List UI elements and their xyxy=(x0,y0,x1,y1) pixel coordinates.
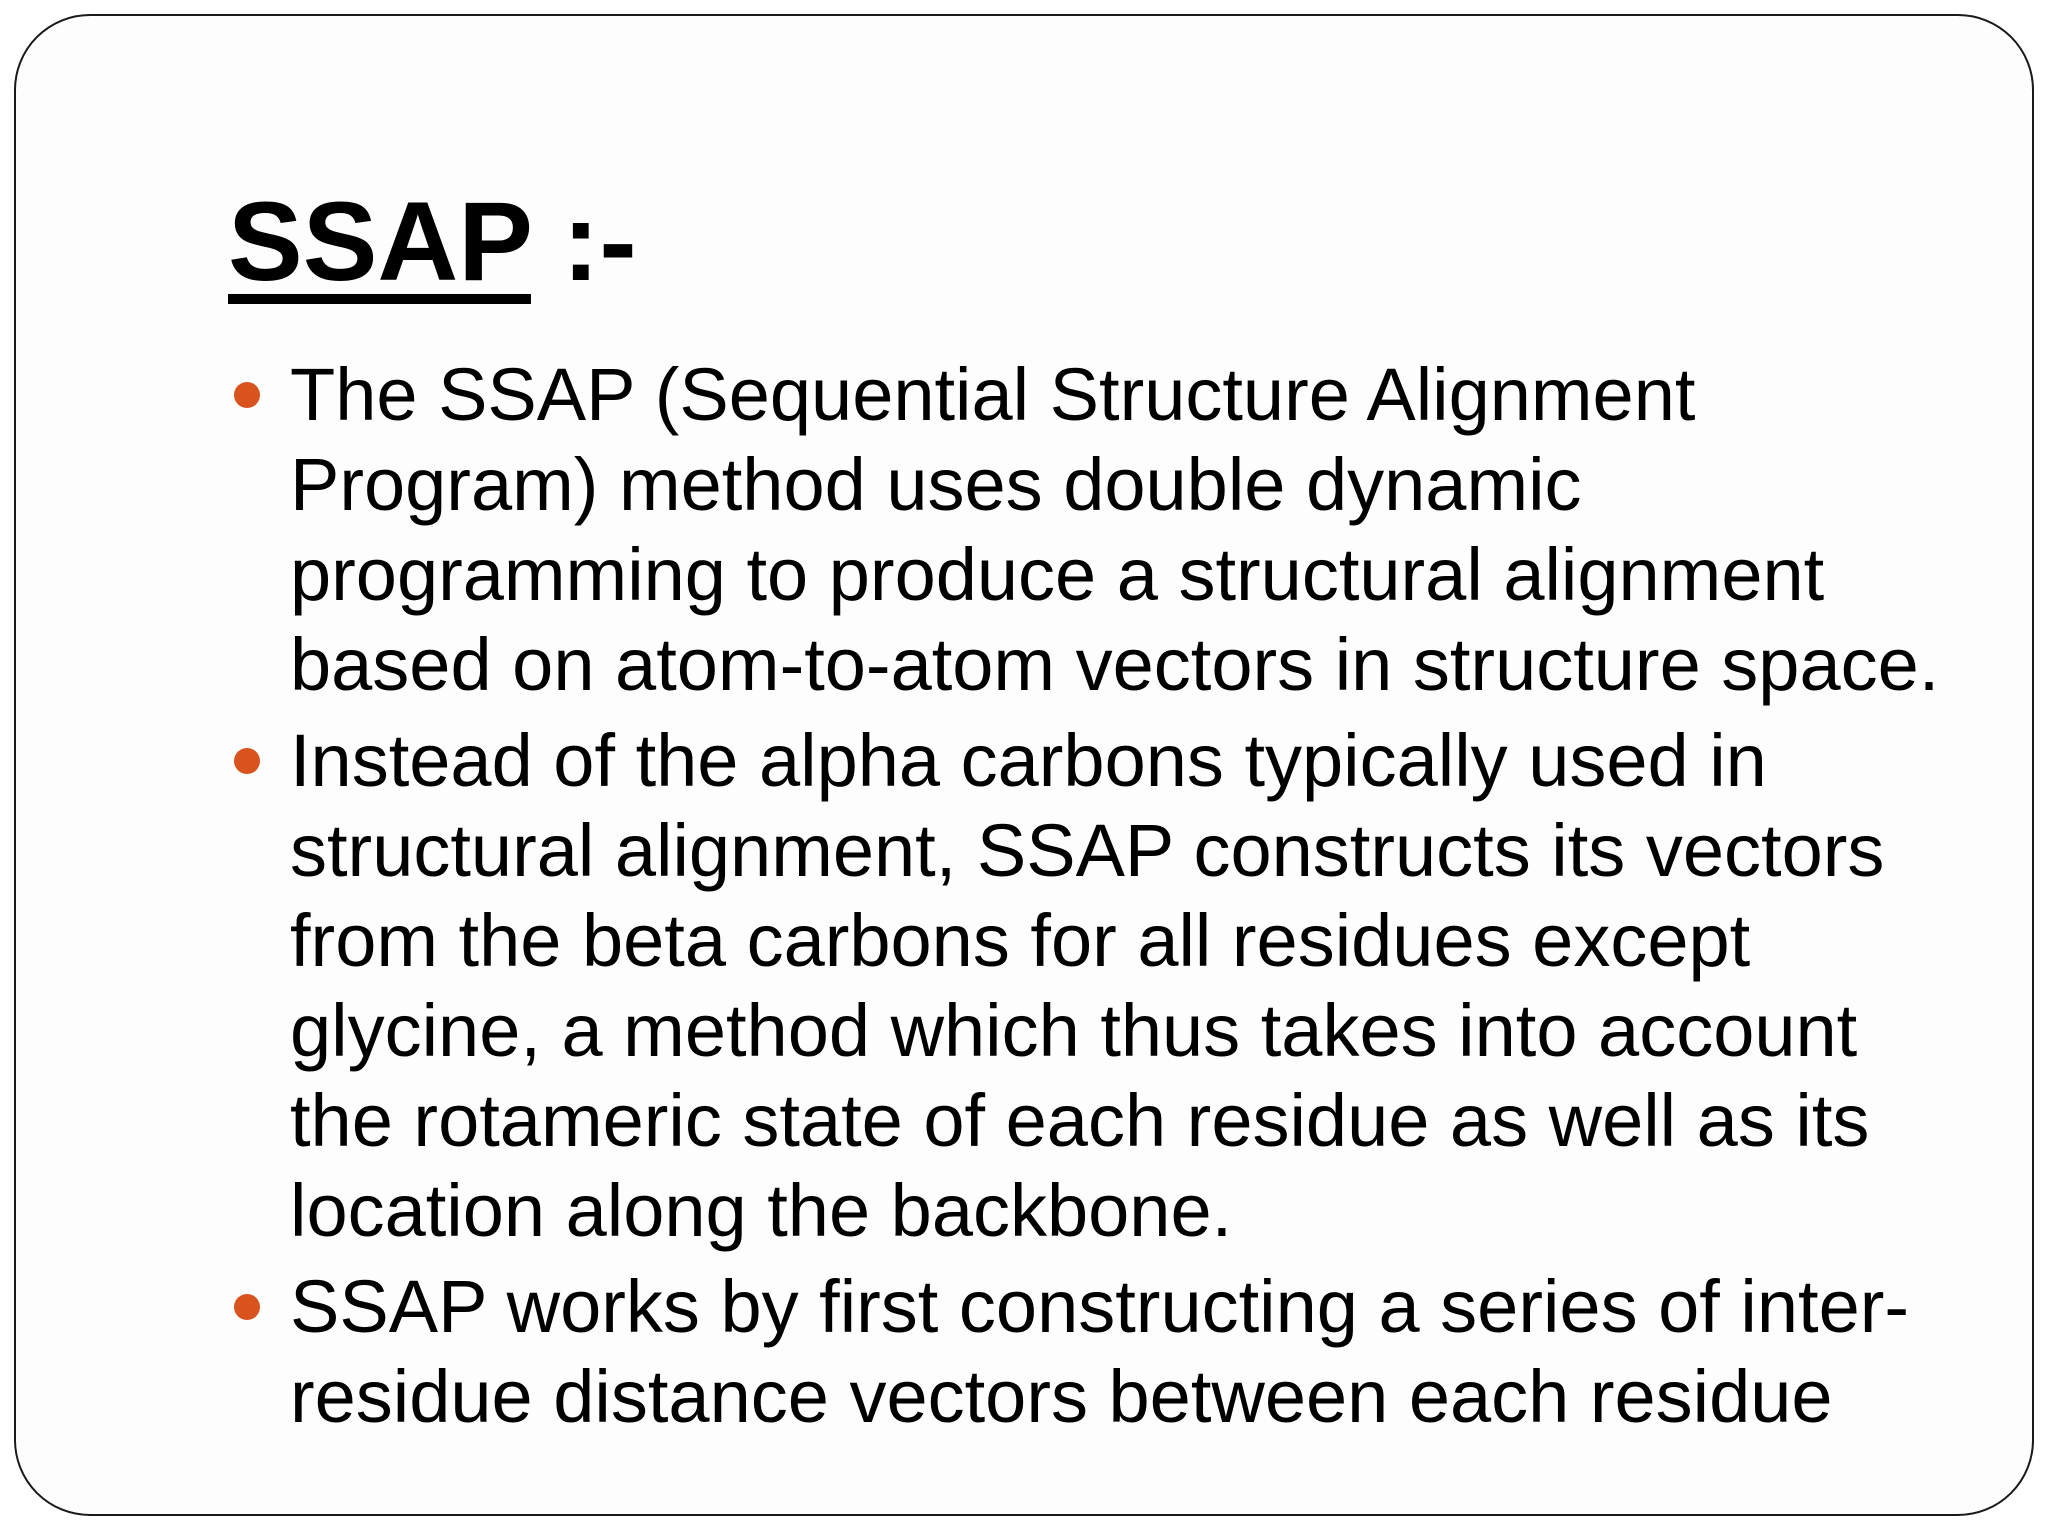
slide-title-suffix: :- xyxy=(530,179,637,304)
bullet-list xyxy=(228,350,1948,1448)
bullet-text: The SSAP (Sequential Structure Alignment Program) method uses double dynamic programming to produce a structural alignment based on atom-to-atom vectors in structure space. xyxy=(290,353,1940,706)
slide-title-main: SSAP xyxy=(228,179,531,304)
bullet-text: SSAP works by first constructing a series of inter-residue distance vectors between each residue xyxy=(290,1265,1910,1438)
bullet-text: Instead of the alpha carbons typically used in structural alignment, SSAP constructs its vectors from the beta carbons for all residues except glycine, a method which thus takes into account the rotameric state of each residue as well as its location along the backbone. xyxy=(290,719,1885,1252)
slide-title xyxy=(228,176,637,308)
bullet-dot-icon xyxy=(234,748,260,774)
bullet-dot-icon xyxy=(234,382,260,408)
slide-frame xyxy=(14,14,2034,1516)
bullet-dot-icon xyxy=(234,1294,260,1320)
bullet-item xyxy=(228,1262,1948,1442)
bullet-item xyxy=(228,716,1948,1256)
bullet-item xyxy=(228,350,1948,710)
